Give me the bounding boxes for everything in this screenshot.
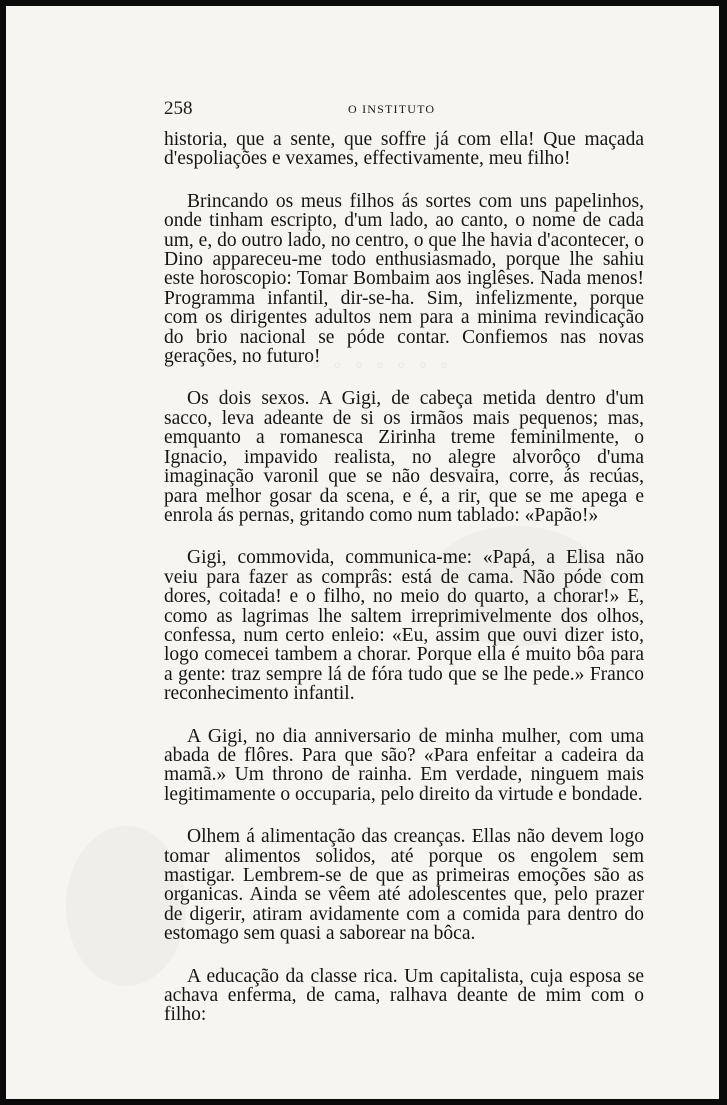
body-text — [164, 130, 644, 1025]
page-number: 258 — [164, 98, 193, 119]
paragraph: Brincando os meus filhos ás sortes com uns papelinhos, onde tinham escripto, d'um lado, ao canto, o nome de cada um, e, do outro lado, no centro, o que lhe havia d'acontecer, o Dino appareceu-me todo enthusiasmado, porque lhe sahiu este horoscopio: Tomar Bombaim aos inglêses. Nada menos! Programma infantil, dir-se-ha. Sim, infelizmente, porque com os dirigentes adultos nem para a minima revindicação do brio nacional se póde contar. Confiemos nas novas gerações, no futuro! — [164, 190, 644, 368]
paragraph: A educação da classe rica. Um capitalista, cuja esposa se achava enferma, de cama, ralhava deante de mim com o filho: — [164, 965, 644, 1026]
paragraph: Os dois sexos. A Gigi, de cabeça metida dentro d'um sacco, leva adeante de si os irmãos mais pequenos; mas, emquanto a romanesca Zirinha treme feminilmente, o Ignacio, impavido realista, no alegre alvorôço d'uma imaginação varonil que se não desvaira, corre, ás recúas, para melhor gosar da scena, e é, a rir, que se me apega e enrola ás pernas, gritando como num tablado: «Papão!» — [164, 388, 644, 526]
running-head: O INSTITUTO — [348, 102, 436, 116]
paragraph: historia, que a sente, que soffre já com ella! Que maçada d'espoliações e vexames, effectivamente, meu filho! — [164, 129, 644, 170]
page-header — [6, 98, 719, 120]
bleed-through-text: ◦ ◦ ◦ ◦ ◦ ◦ ◦ ◦ — [291, 352, 452, 377]
paragraph: A Gigi, no dia anniversario de minha mulher, com uma abada de flôres. Para que são? «Para enfeitar a cadeira da mamã.» Um throno de rainha. Em verdade, ninguem mais legitimamente o occuparia, pelo direito da virtude e bondade. — [164, 725, 644, 805]
paragraph: Gigi, commovida, communica-me: «Papá, a Elisa não veiu para fazer as comprâs: está de cama. Não póde com dores, coitada! e o filho, no meio do quarto, a chorar!» E, como as lagrimas lhe saltem irreprimivelmente dos olhos, confessa, num certo enleio: «Eu, assim que ouvi dizer isto, logo comecei tambem a chorar. Porque ella é muito bôa para a gente: traz sempre lá de fóra tudo que se lhe pede.» Franco reconhecimento infantil. — [164, 547, 644, 705]
book-page — [6, 6, 719, 1099]
paragraph: Olhem á alimentação das creanças. Ellas não devem logo tomar alimentos solidos, até porque os engolem sem mastigar. Lembrem-se de que as primeiras emoções são as organicas. Ainda se vêem até adolescentes que, pelo prazer de digerir, atiram avidamente com a comida para dentro do estomago sem quasi a saborear na bôca. — [164, 826, 644, 945]
